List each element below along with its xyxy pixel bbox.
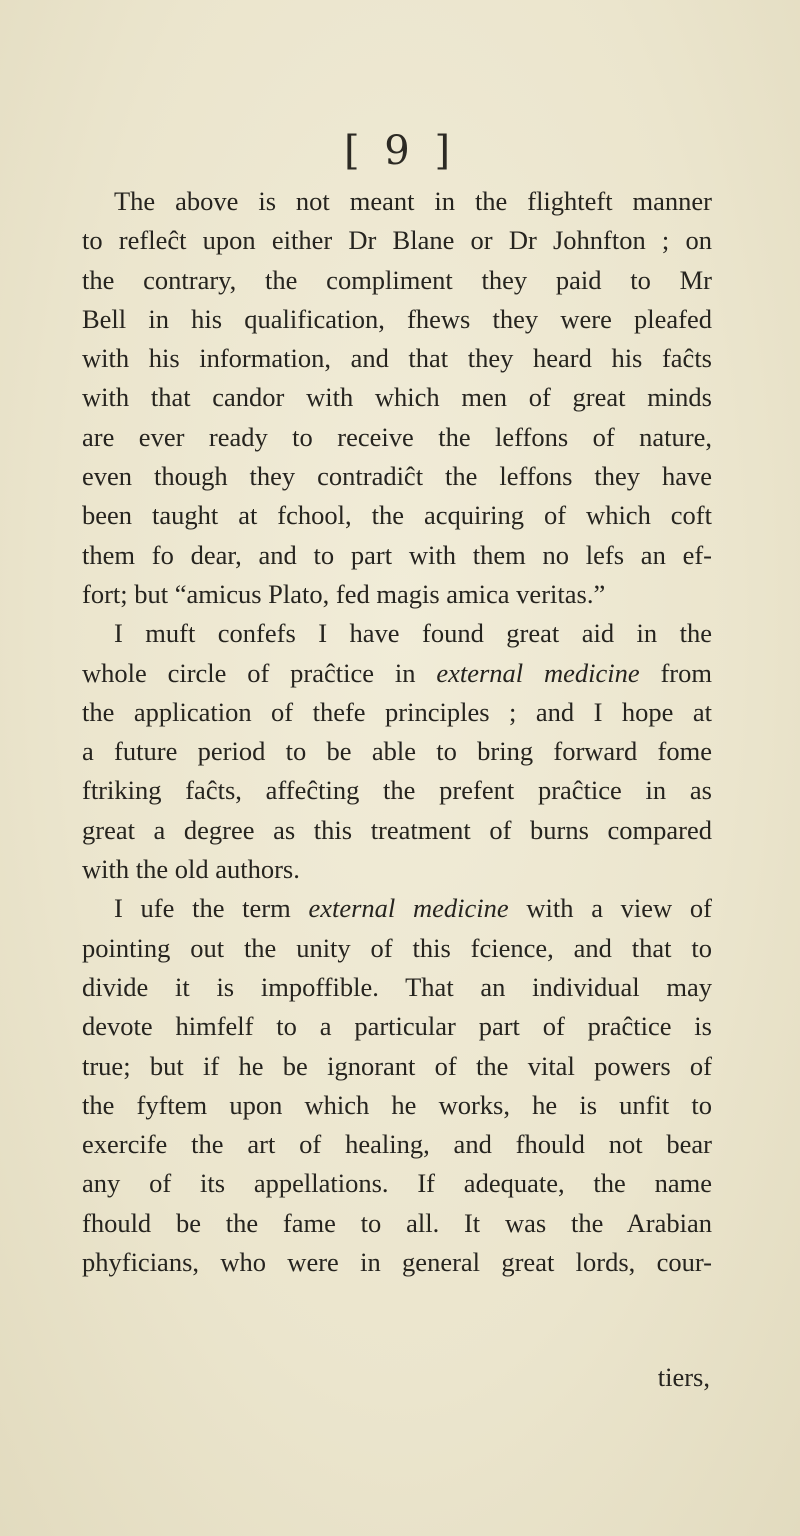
text-line: ftriking faĉts, affeĉting the prefent praĉtice in as xyxy=(82,775,712,806)
text-line: with that candor with which men of great minds xyxy=(82,382,712,413)
text-line: phyficians, who were in general great lords, cour- xyxy=(82,1247,712,1278)
text-line: great a degree as this treatment of burns compared xyxy=(82,814,712,845)
text-line: I muft confefs I have found great aid in the xyxy=(114,618,712,649)
text-line: are ever ready to receive the leffons of nature, xyxy=(82,421,712,452)
text-line: even though they contradiĉt the leffons they have xyxy=(82,461,712,492)
text-line: fhould be the fame to all. It was the Arabian xyxy=(82,1207,712,1238)
text-fragment: whole circle of praĉtice in xyxy=(82,657,437,688)
text-line: the application of thefe principles ; and I hope at xyxy=(82,696,712,727)
text-line: the fyftem upon which he works, he is unfit to xyxy=(82,1089,712,1120)
italic-phrase: external medicine xyxy=(308,893,509,924)
text-line: to refleĉt upon either Dr Blane or Dr Johnfton ; on xyxy=(82,225,712,256)
text-line: devote himfelf to a particular part of praĉtice is xyxy=(82,1011,712,1042)
body-text xyxy=(82,182,712,1282)
italic-phrase: external medicine xyxy=(436,657,640,688)
text-line: been taught at fchool, the acquiring of which coft xyxy=(82,500,712,531)
text-line: divide it is impoffible. That an individual may xyxy=(82,971,712,1002)
text-line: any of its appellations. If adequate, the name xyxy=(82,1168,712,1199)
text-line xyxy=(82,889,712,928)
text-line: with the old authors. xyxy=(82,854,300,885)
catchword: tiers, xyxy=(657,1362,710,1392)
page-number-header: [ 9 ] xyxy=(343,128,457,174)
text-line: the contrary, the compliment they paid to Mr xyxy=(82,264,712,295)
text-fragment: with a view of xyxy=(508,893,712,924)
text-line: The above is not meant in the flighteft manner xyxy=(114,186,712,216)
text-line: pointing out the unity of this fcience, and that to xyxy=(82,932,712,963)
text-line xyxy=(82,654,712,693)
text-line: a future period to be able to bring forward fome xyxy=(82,736,712,767)
text-fragment: from xyxy=(639,657,712,688)
text-line: exercife the art of healing, and fhould not bear xyxy=(82,1129,712,1160)
text-line: fort; but “amicus Plato, fed magis amica veritas.” xyxy=(82,578,606,609)
text-line: with his information, and that they heard his faĉts xyxy=(82,343,712,374)
text-line: true; but if he be ignorant of the vital powers of xyxy=(82,1050,712,1081)
text-fragment: I ufe the term xyxy=(114,893,309,924)
text-line: them fo dear, and to part with them no lefs an ef- xyxy=(82,539,712,570)
text-line: Bell in his qualification, fhews they were pleafed xyxy=(82,303,712,334)
